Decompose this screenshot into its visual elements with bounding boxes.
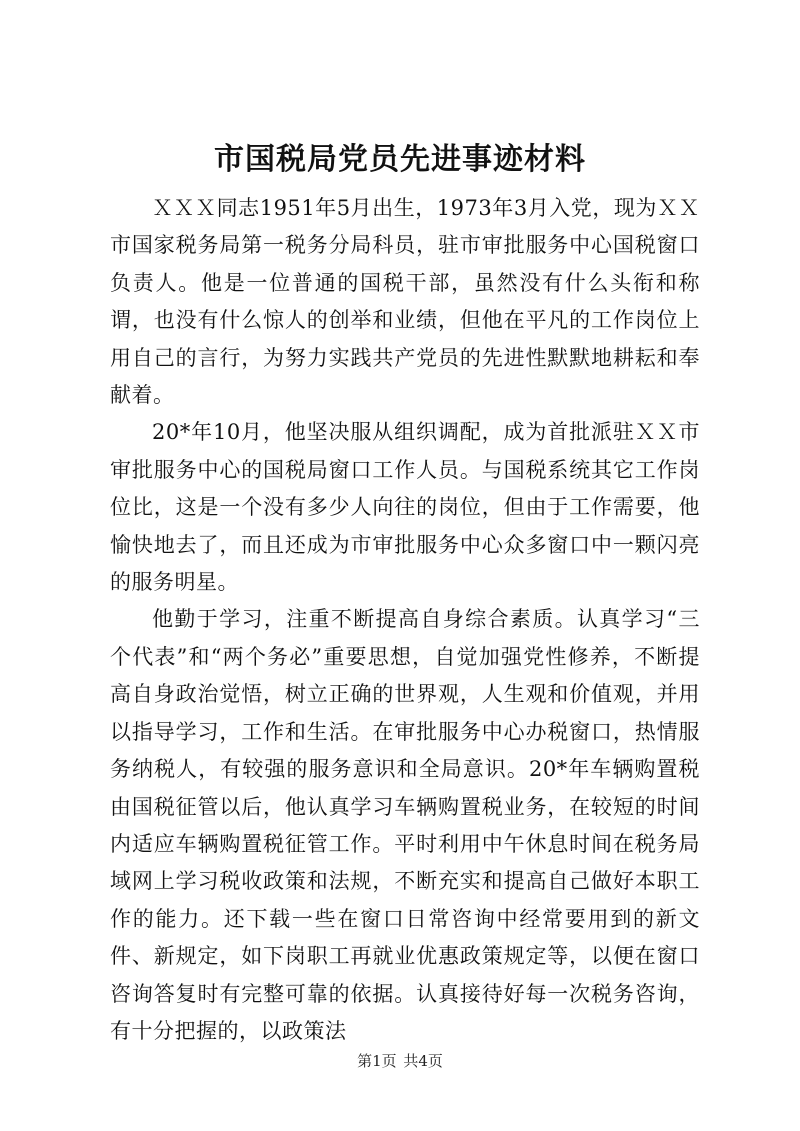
page-footer	[0, 1051, 800, 1071]
page-number: 第1页	[357, 1052, 397, 1070]
paragraph-1: ＸＸＸ同志1951年5月出生，1973年3月入党，现为ＸＸ市国家税务局第一税务分局科员，驻市审批服务中心国税窗口负责人。他是一位普通的国税干部，虽然没有什么头衔和称谓，也没有什么惊人的创举和业绩，但他在平凡的工作岗位上用自己的言行，为努力实践共产党员的先进性默默地耕耘和奉献着。	[110, 196, 700, 408]
document-title: 市国税局党员先进事迹材料	[214, 142, 586, 177]
total-pages: 共4页	[403, 1052, 443, 1070]
document-body	[110, 190, 700, 1050]
paragraph-2: 20*年10月，他坚决服从组织调配，成为首批派驻ＸＸ市审批服务中心的国税局窗口工作人员。与国税系统其它工作岗位比，这是一个没有多少人向往的岗位，但由于工作需要，他愉快地去了，而且还成为市审批服务中心众多窗口中一颗闪亮的服务明星。	[110, 420, 700, 595]
paragraph-3: 他勤于学习，注重不断提高自身综合素质。认真学习“三个代表”和“两个务必”重要思想，自觉加强党性修养，不断提高自身政治觉悟，树立正确的世界观，人生观和价值观，并用以指导学习，工作和生活。在审批服务中心办税窗口，热情服务纳税人，有较强的服务意识和全局意识。20*年车辆购置税由国税征管以后，他认真学习车辆购置税业务，在较短的时间内适应车辆购置税征管工作。平时利用中午休息时间在税务局域网上学习税收政策和法规，不断充实和提高自己做好本职工作的能力。还下载一些在窗口日常咨询中经常要用到的新文件、新规定，如下岗职工再就业优惠政策规定等，以便在窗口咨询答复时有完整可靠的依据。认真接待好每一次税务咨询，有十分把握的，以政策法	[110, 607, 700, 1043]
